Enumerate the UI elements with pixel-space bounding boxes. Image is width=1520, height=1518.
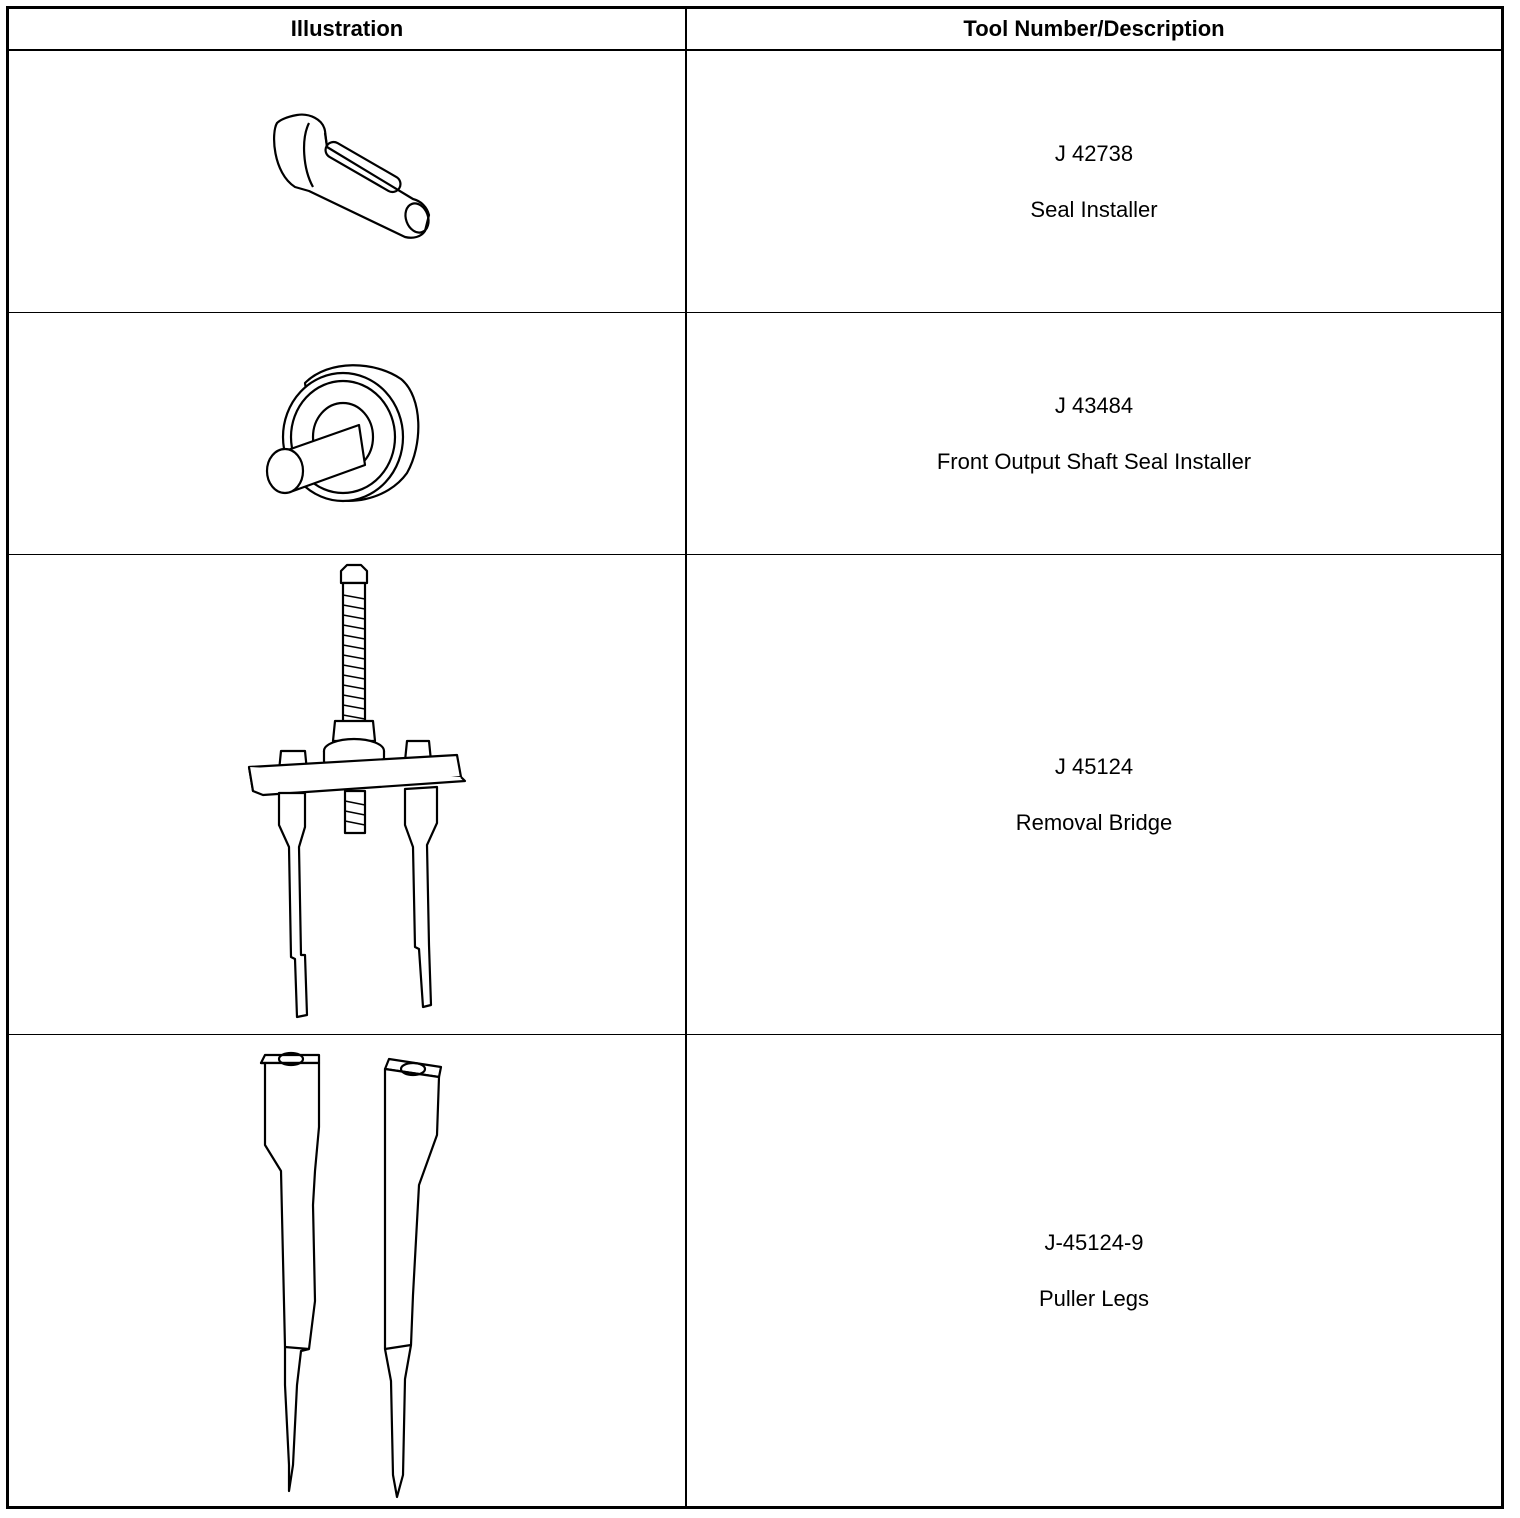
tool-description: Removal Bridge (1015, 809, 1173, 835)
tool-description: Front Output Shaft Seal Installer (936, 448, 1252, 474)
illustration-cell (9, 1035, 685, 1506)
tool-description-cell (687, 1035, 1501, 1506)
header-tool-number-description: Tool Number/Description (963, 16, 1225, 41)
removal-bridge-icon (9, 555, 685, 1035)
tool-description-cell (687, 555, 1501, 1034)
puller-legs-icon (9, 1035, 685, 1506)
front-output-shaft-seal-installer-icon (9, 313, 685, 555)
tool-description: Puller Legs (1038, 1285, 1150, 1311)
illustration-cell (9, 555, 685, 1034)
special-tools-table (6, 6, 1504, 1509)
tool-number: J 42738 (1054, 140, 1134, 166)
tool-number: J 45124 (1054, 753, 1134, 779)
header-illustration: Illustration (290, 16, 404, 41)
table-row (9, 555, 1501, 1035)
table-header (9, 9, 1501, 51)
illustration-cell (9, 51, 685, 312)
tool-number: J-45124-9 (1044, 1229, 1144, 1255)
table-row (9, 51, 1501, 313)
table-row (9, 1035, 1501, 1506)
tool-description: Seal Installer (1030, 196, 1158, 222)
table-row (9, 313, 1501, 555)
tool-description-cell (687, 313, 1501, 554)
illustration-cell (9, 313, 685, 554)
seal-installer-icon (9, 51, 685, 313)
tool-number: J 43484 (1054, 392, 1134, 418)
tool-description-cell (687, 51, 1501, 312)
